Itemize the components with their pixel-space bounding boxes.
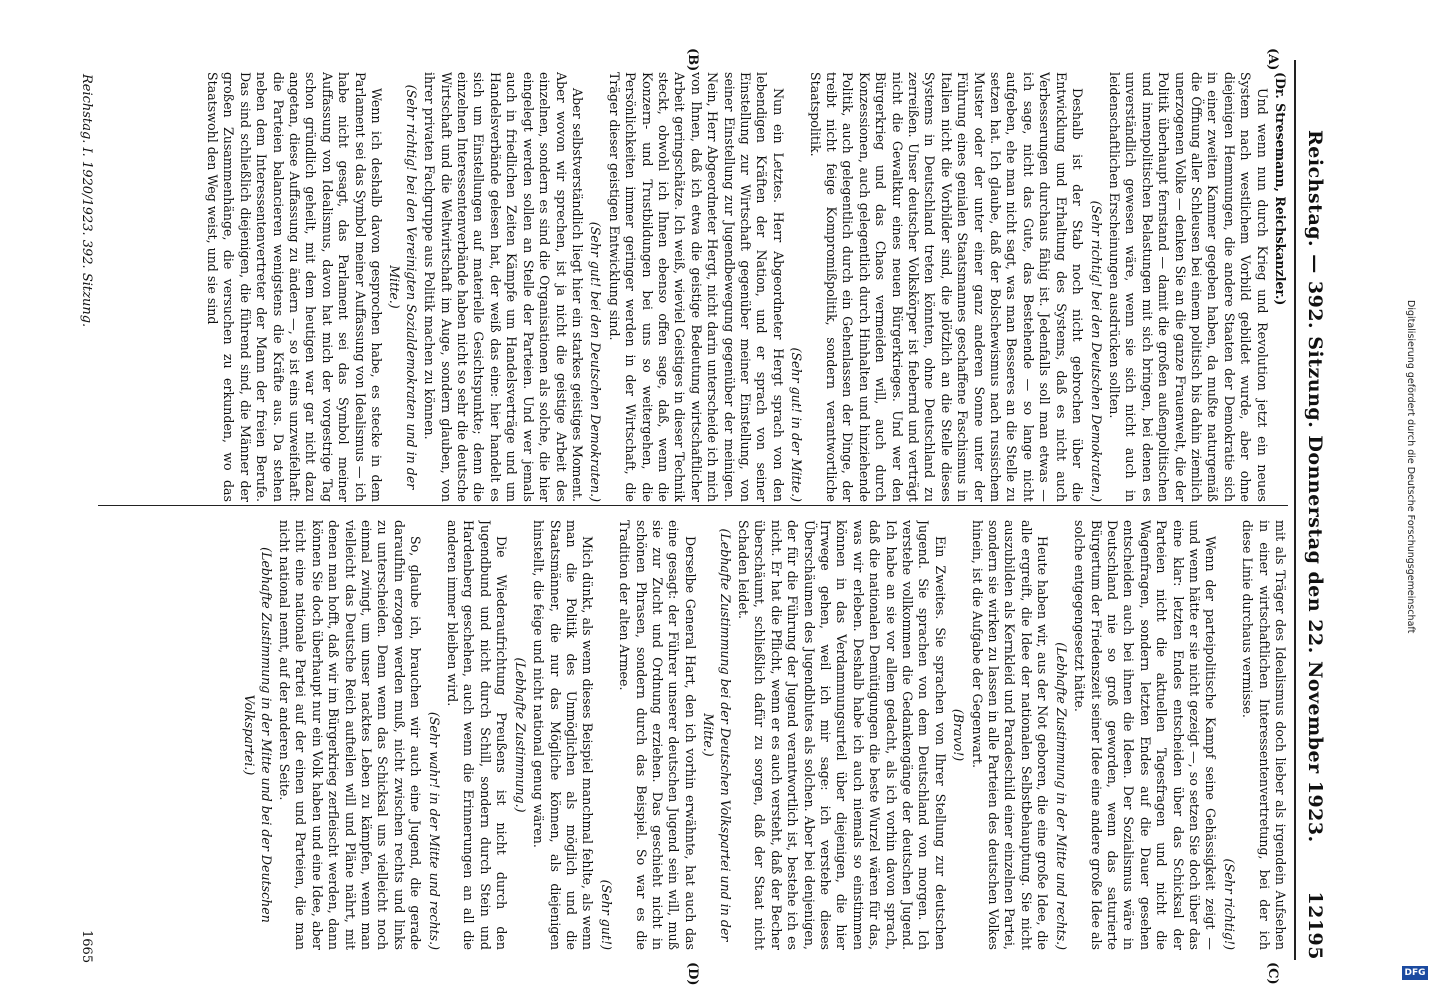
interjection: (Sehr richtig! bei den Deutschen Demokraten.) [1088, 200, 1104, 502]
paragraph: So, glaube ich, brauchen wir auch eine Jugend, die gerade daraufhin erzogen werden muß, nicht zwischen rechts und links zu unterscheiden. Denn wenn das Schicksal uns vielleicht noch einmal zwingt, um unser nacktes Leben zu kämpfen, wenn man vielleicht das Deutsche Reich aufteilen will und Pläne nährt, mit denen man hofft, daß wir im Bürgerkrieg zerfleischt werden, dann können Sie doch überhaupt nur ein Volk haben und eine Idee, aber nicht eine nationale Partei auf der einen und Parteien, die man nicht national nennt, auf der anderen Seite. [277, 520, 424, 950]
page-title: Reichstag. — 392. Sitzung. Donnerstag den 22. November 1923. [1304, 130, 1326, 843]
paragraph: Ein Zweites. Sie sprachen von Ihrer Stellung zur deutschen Jugend. Sie sprachen von dem Deutschland von morgen. Ich verstehe vollkommen die Gedankengänge der deutschen Jugend. Ich habe an sie vor allem gedacht, als ich vorhin davon sprach, daß die nationalen Demütigungen die beste Wurzel wären für das, was wir erleben. Deshalb habe ich auch niemals so einstimmen können in das Verdammungsurteil über diejenigen, die hier Irrwege gehen, weil ich mir sage: ich verstehe dieses Überschäumen des Jugendblutes als solchen. Aber bei denjenigen, der für die Führung der Jugend verantwortlich ist, bestehe ich es nicht. Er hat die Pflicht, wenn er es auch versteht, daß der Becher überschäumt, schließlich dafür zu sorgen, daß der Staat nicht Schaden leidet. [736, 520, 948, 950]
header-rule [1294, 60, 1296, 960]
margin-mark-a: (A) [1265, 48, 1280, 71]
paragraph: Und wenn nun durch Krieg und Revolution jetzt ein neues System nach westlichem Vorbild gebildet wurde, aber ohne diejenigen Hemmungen, die andere Staaten der Demokratie sich in einer zweiten Kammer gegeben haben, da mußte naturgemäß die Öffnung aller Schleusen bei einem politisch bis dahin ziemlich unerzogenen Volke — denken Sie an die ganze Frauenwelt, die der Politik überhaupt fernstand — damit die großen außenpolitischen und innenpolitischen Belastungen mit sich bringen, bei denen es unverständlich gewesen wäre, wenn sie sich nicht auch in leidenschaftlichen Erscheinungen ausdrücken sollten. [1106, 72, 1270, 502]
interjection: (Sehr gut!) [598, 879, 614, 950]
interjection: (Sehr richtig! bei den Vereinigten Sozialdemokraten und in der Mitte.) [387, 84, 419, 490]
margin-mark-b: (B) [685, 48, 700, 72]
paragraph: Deshalb ist der Stab noch nicht gebrochen über die Entwicklung und Erhaltung des Systems, daß es nicht auch Verbesserungen durchaus fähig ist. Jedenfalls soll man etwas — ich sage, nicht das Gute, das Bestehende — so lange nicht aufgeben, ehe man nicht sagt, was man Besseres an die Stelle zu setzen hat. Ich glaube, daß der Bolschewismus nach russischem Muster oder der unter einer ganz anderen Sonne unter der Führung eines genialen Staatsmannes geschaffene Faschismus in Italien nicht die Vorbilder sind, die plötzlich an die Stelle dieses Systems in Deutschland treten könnten, ohne Deutschland zu zerreißen. Unser deutscher Volkskörper ist fiebernd und verträgt nicht die Gewaltkur eines neuen Bürgerkrieges. Und wer den Bürgerkrieg und das Chaos vermeiden will, auch durch Konzessionen, auch gelegentlich durch Hinhalten und hinziehende Politik, auch gelegentlich durch ein Gehenlassen der Dinge, der treibt nicht feige Kompromißpolitik, sondern verantwortliche Staatspolitik. [807, 72, 1086, 502]
paragraph: Mich dünkt, als wenn dieses Beispiel manchmal fehlte, als wenn man die Politik des Unmöglichen als möglich und die Staatsmänner, die nur das Mögliche können, als diejenigen hinstellt, die feige und nicht national genug wären. [531, 520, 596, 950]
dfg-logo-icon: DFG [1402, 966, 1428, 980]
paragraph: Aber selbstverständlich liegt hier ein starkes geistiges Moment. Aber wovon wir sprechen, ist ja nicht die geistige Arbeit des einzelnen, sondern es sind die Organisationen als solche, die hier eingelegt werden sollen an Stelle der Parteien. Und wer jemals auch in friedlichen Zeiten Kämpfe um Handelsverträge und um Handelsverbände gelesen hat, der weiß das eine: hier handelt es sich um Einstellungen auf materielle Gesichtspunkte; denn die einzelnen Interessentenverbände haben nicht so sehr die deutsche Wirtschaft und die Weltwirtschaft im Auge, sondern glauben, von ihrer privaten Fachgruppe aus Politik machen zu können. [422, 72, 585, 502]
paragraph: Derselbe General Hart, den ich vorhin erwähnte, hat auch das eine gesagt: der Führer unserer deutschen Jugend sein will, muß sie zur Zucht und Ordnung erziehen. Das geschieht nicht in schönen Phrasen, sondern durch das Beispiel. So war es die Tradition der alten Armee. [617, 520, 698, 950]
paragraph: Heute haben wir, aus der Not geboren, die eine große Idee, die alle ergreift, die Idee der nationalen Selbstbehauptung. Sie nicht auszubilden als Kernkleid und Paradeschild einer einzelnen Partei, sondern sie wirken zu lassen in alle Parteien des deutschen Volkes hinein, ist die Aufgabe der Gegenwart. [969, 520, 1051, 950]
interjection: (Sehr richtig!) [1221, 858, 1237, 950]
interjection: (Sehr gut! in der Mitte.) [789, 347, 805, 502]
paragraph: Nun ein Letztes. Herr Abgeordneter Hergt sprach von den lebendigen Kräften der Nation, und er sprach von seiner Einstellung zur Wirtschaft gegenüber meiner Einstellung, von seiner Einstellung zur Jugendbewegung gegenüber der meinigen. Nein, Herr Abgeordneter Hergt, nicht darin unterscheide ich mich von Ihnen, daß ich etwa die geistige Bedeutung wirtschaftlicher Arbeit geringschätze. Ich weiß, wieviel Geistiges in dieser Technik steckt, obwohl ich Ihnen ebenso offen sage, daß, wenn die Konzern- und Trustbildungen bei uns so weitergehen, die Persönlichkeiten immer geringer werden in der Wirtschaft, die Träger dieser geistigen Entwicklung sind. [606, 72, 786, 502]
interjection: (Sehr wahr! in der Mitte und rechts.) [426, 711, 442, 950]
margin-mark-c: (C) [1265, 962, 1280, 985]
interjection: (Lebhafte Zustimmung.) [512, 657, 528, 813]
paragraph: Wenn der parteipolitische Kampf seine Gehässigkeit zeigt — und wenn hätte er sie nicht gezeigt —, so setzen Sie doch über das eine klar: letzten Endes entscheiden über das Schicksal der Parteien nicht die aktuellen Tagesfragen und nicht die Wagenfragen, sondern letzten Endes auf die Dauer gesehen entscheiden auch bei ihnen die Ideen. Der Sozialismus wäre in Deutschland nie so groß geworden, wenn das saturierte Bürgertum der Friedenszeit seiner Idee eine andere große Idee als solche entgegengesetzt hätte. [1072, 520, 1219, 950]
interjection: (Sehr gut! bei den Deutschen Demokraten.) [588, 221, 604, 502]
interjection: (Lebhafte Zustimmung bei der Deutschen Volkspartei und in der Mitte.) [701, 528, 733, 942]
paragraph: Die Wiederaufrichtung Preußens ist nicht durch den Jugendbund und nicht durch Schill, sondern durch Stein und Hardenberg geschehen, auch wenn die Erinnerungen an all die anderen immer bleiben wird. [445, 520, 510, 950]
margin-mark-d: (D) [685, 962, 700, 986]
column-rule [98, 505, 1288, 506]
left-column [98, 72, 1288, 502]
paragraph: Wenn ich deshalb davon gesprochen habe, es stecke in dem Parlament sei das Symbol meiner Auffassung von Idealismus — ich habe nicht gesagt, das Parlament sei das Symbol meiner Auffassung von Idealismus, davon hat mich der vorgestrige Tag schon gründlich geheilt, mit dem heutigen war gar nicht dazu angetan, diese Auffassung zu ändern —, so ist eins unzweifelhaft: die Parteien balancieren wenigstens die Kräfte aus. Da stehen neben dem Interessentenvertreter der Mann der freien Berufe. Das sind schließlich diejenigen, die führend sind, die Männer der großen Zusammenhänge, die versuchen zu erkunden, wo das Staatswohl den Weg weist, und sie sind [205, 72, 385, 502]
footer-source: Reichstag. I. 1920/1923. 392. Sitzung. [79, 74, 94, 328]
interjection: (Lebhafte Zustimmung in der Mitte und rechts.) [1053, 642, 1069, 950]
digitization-note: Digitalisierung gefördert durch die Deutsche Forschungsgemeinschaft [1405, 300, 1416, 634]
interjection: (Bravo!) [951, 708, 967, 762]
interjection: (Lebhafte Zustimmung in der Mitte und bei der Deutschen Volkspartei.) [242, 547, 274, 923]
footer-page-number: 1665 [79, 930, 94, 964]
document-page [40, 0, 1340, 1000]
running-head [1298, 60, 1332, 960]
paragraph: mit als Träger des Idealismus doch lieber als irgendein Aufsehen in einer wirtschaftlichen Interessentenvertretung, bei der ich diese Linie durchaus vermisse. [1240, 520, 1288, 950]
right-column [98, 520, 1288, 950]
page-number: 12195 [1304, 891, 1326, 960]
speaker-line: (Dr. Stresemann, Reichskanzler.) [1273, 72, 1288, 306]
